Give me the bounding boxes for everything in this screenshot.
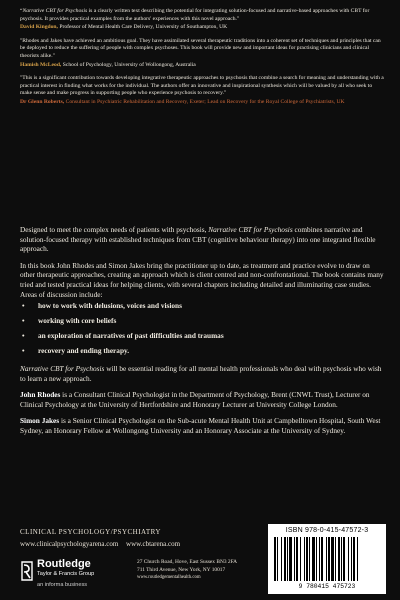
publisher-group: Taylor & Francis Group: [37, 571, 95, 577]
endorsement-mcleod: [20, 38, 385, 69]
subject-category: CLINICAL PSYCHOLOGY/PSYCHIATRY: [20, 528, 161, 536]
endorsements: [20, 8, 385, 113]
quote-attribution: Dr Glenn Roberts, Consultant in Psychiatric Rehabilitation and Recovery, Exeter; Lead on Recovery for the Royal College of Psychiatrists, UK: [20, 98, 345, 105]
author-bio-rhodes: John Rhodes is a Consultant Clinical Psychologist in the Department of Psychology, Brent (CNWL Trust), Lecturer on Clinical Psychology at the University of Hertfordshire and Honorary Lecturer at University College London.: [20, 390, 370, 409]
publisher-name: Routledge: [37, 558, 91, 570]
address-us: 711 Third Avenue, New York, NY 10017: [137, 567, 226, 573]
publisher-address: [137, 558, 237, 582]
barcode-icon: [272, 537, 382, 583]
list-item: • an exploration of narratives of past difficulties and traumas: [20, 331, 385, 341]
address-uk: 27 Church Road, Hove, East Sussex BN3 2FA: [137, 559, 238, 565]
barcode-digits: 9 780415 475723: [298, 583, 356, 590]
quote-text: "Rhodes and Jakes have achieved an ambitious goal. They have assimilated several therapeutic traditions into a coherent set of techniques and principles that can be deployed to reduce the suffering of people with complex psychoses. This book will provide new and important ideas for practising clinicians and clinical theorists alike.": [20, 37, 381, 59]
isbn-barcode: [268, 524, 386, 594]
book-description: [20, 225, 385, 443]
website-links: [20, 540, 180, 548]
overview-paragraph: In this book John Rhodes and Simon Jakes bring the practitioner up to date, as treatment and practice evolve to draw on other therapeutic approaches, creating an approach which is client centred and non-confrontational. The book contains many tried and tested practical ideas for helping clients, with several chapters including detailed and illuminating case studies. Areas of discussion include:: [20, 260, 384, 299]
list-item: • how to work with delusions, voices and visions: [20, 301, 385, 311]
list-item: • recovery and ending therapy.: [20, 346, 385, 356]
endorsement-kingdon: [20, 8, 385, 32]
publisher-logo: [20, 558, 115, 592]
url-clinical-psychology: www.clinicalpsychologyarena.com: [20, 540, 119, 548]
url-cbt-arena: www.cbtarena.com: [126, 540, 181, 548]
areas-label: Areas of discussion include:: [20, 289, 103, 299]
isbn-number: ISBN 978-0-415-47572-3: [285, 527, 369, 534]
list-item: • working with core beliefs: [20, 316, 385, 326]
endorsement-roberts: [20, 75, 385, 106]
quote-attribution: Hamish McLeod, School of Psychology, University of Wollongong, Australia: [20, 61, 196, 68]
quote-attribution: David Kingdon, Professor of Mental Health Care Delivery, University of Southampton, UK: [20, 24, 228, 31]
intro-paragraph: Designed to meet the complex needs of patients with psychosis, Narrative CBT for Psychosis combines narrative and solution-focused therapy with established techniques from CBT (cognitive behaviour therapy) into one integrated flexible approach.: [20, 225, 376, 254]
routledge-mark-icon: [20, 560, 34, 582]
quote-text: “Narrative CBT for Psychosis is a clearly written text describing the potential for integrating solution-focused and narrative-based approaches with CBT for psychosis. It provides practical examples from the authors' experiences with this novel approach.": [20, 8, 370, 22]
author-bio-jakes: Simon Jakes is a Senior Clinical Psychologist on the Sub-acute Mental Health Unit at Campbelltown Hospital, South West Sydney, an Honorary Fellow at Wollongong University and an Honorary Associate at the University of Sydney.: [20, 416, 381, 435]
audience-paragraph: Narrative CBT for Psychosis will be essential reading for all mental health professionals who deal with psychosis who wish to learn a new approach.: [20, 364, 382, 383]
quote-text: "This is a significant contribution towards developing integrative therapeutic approaches to psychosis that combine a search for meaning and understanding with a practical interest in finding what works for the individual. The authors offer an innovative and inspirational synthesis which will be valued by all who seek to make sense and make progress in supporting people who experience psychosis to recovery.": [20, 75, 384, 97]
publisher-tagline: an informa business: [37, 582, 88, 588]
address-web: www.routledgementalhealth.com: [137, 575, 201, 580]
discussion-areas-list: [20, 301, 385, 356]
